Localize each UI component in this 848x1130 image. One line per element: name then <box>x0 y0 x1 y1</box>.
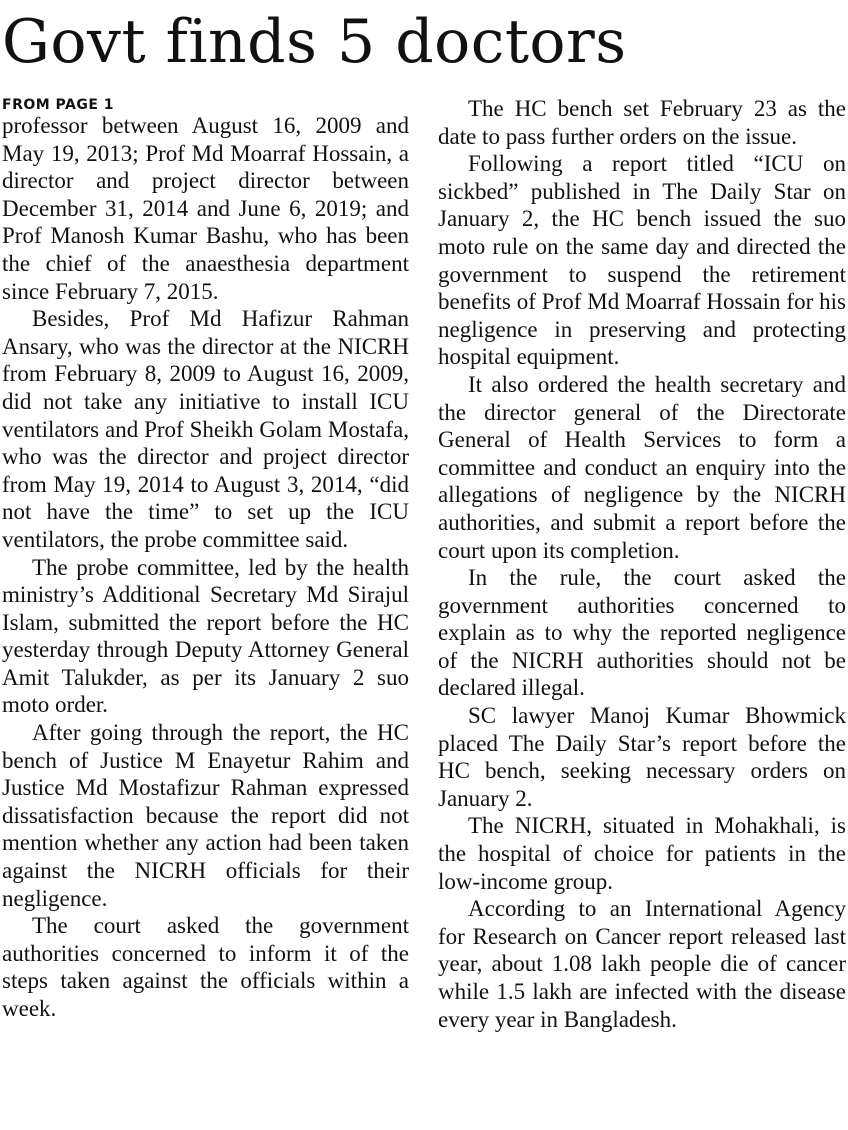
headline: Govt finds 5 doctors <box>2 7 627 77</box>
paragraph: After going through the report, the HC bench of Justice M Enayetur Rahim and Justice Md Mostafizur Rahman expressed dissatisfaction because the report did not mention whether any action had been taken against the NICRH officials for their negligence. <box>2 720 409 911</box>
paragraph: Following a report titled “ICU on sickbed” published in The Daily Star on January 2, the HC bench issued the suo moto rule on the same day and directed the government to suspend the retirement benefits of Prof Md Moarraf Hossain for his negligence in preserving and protecting hospital equipment. <box>438 151 846 370</box>
paragraph: SC lawyer Manoj Kumar Bhowmick placed The Daily Star’s report before the HC bench, seeking necessary orders on January 2. <box>438 703 846 811</box>
paragraph: According to an International Agency for Research on Cancer report released last year, about 1.08 lakh people die of cancer while 1.5 lakh are infected with the disease every year in Bangladesh. <box>438 896 846 1032</box>
continuation-kicker: FROM PAGE 1 <box>2 97 115 113</box>
paragraph: The court asked the government authorities concerned to inform it of the steps taken against the officials within a week. <box>2 913 409 1021</box>
paragraph: In the rule, the court asked the government authorities concerned to explain as to why the reported negligence of the NICRH authorities should not be declared illegal. <box>438 565 846 701</box>
paragraph: The HC bench set February 23 as the date to pass further orders on the issue. <box>438 96 846 149</box>
paragraph: Besides, Prof Md Hafizur Rahman Ansary, who was the director at the NICRH from February 8, 2009 to August 16, 2009, did not take any initiative to install ICU ventilators and Prof Sheikh Golam Mostafa, who was the director and project director from May 19, 2014 to August 3, 2014, “did not have the time” to set up the ICU ventilators, the probe committee said. <box>2 306 409 552</box>
article-column-left <box>2 96 409 1023</box>
paragraph: It also ordered the health secretary and the director general of the Directorate General of Health Services to form a committee and conduct an enquiry into the allegations of negligence by the NICRH authorities, and submit a report before the court upon its completion. <box>438 371 846 563</box>
article-column-right <box>438 95 846 1033</box>
paragraph: professor between August 16, 2009 and May 19, 2013; Prof Md Moarraf Hossain, a director and project director between December 31, 2014 and June 6, 2019; and Prof Manosh Kumar Bashu, who has been the chief of the anaesthesia department since February 7, 2015. <box>2 113 409 304</box>
paragraph: The NICRH, situated in Mohakhali, is the hospital of choice for patients in the low-income group. <box>438 813 846 894</box>
paragraph: The probe committee, led by the health ministry’s Additional Secretary Md Sirajul Islam, submitted the report before the HC yesterday through Deputy Attorney General Amit Talukder, as per its January 2 suo moto order. <box>2 554 409 718</box>
